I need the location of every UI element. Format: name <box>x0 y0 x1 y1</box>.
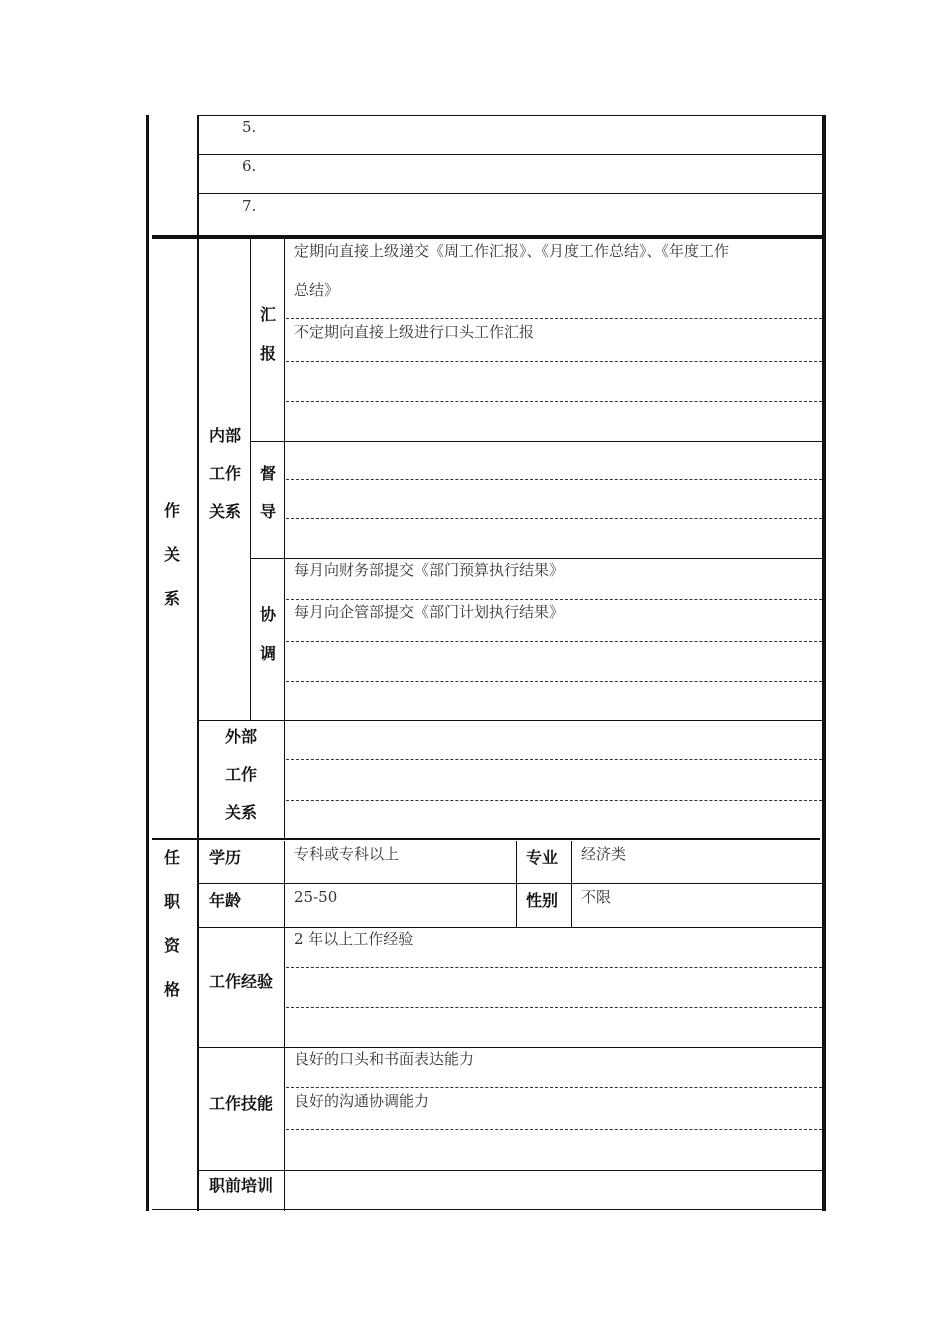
blank-line <box>286 1007 822 1008</box>
blank-line <box>286 681 822 682</box>
relations-section-label-1: 作 <box>164 501 181 520</box>
divider-age-experience <box>197 927 823 928</box>
training-label: 职前培训 <box>209 1176 274 1195</box>
skills-label: 工作技能 <box>209 1094 274 1113</box>
relations-section-label-3: 系 <box>164 589 181 608</box>
blank-line <box>286 479 822 480</box>
blank-line <box>286 759 822 760</box>
coordinate-line: 每月向企管部提交《部门计划执行结果》 <box>294 603 565 621</box>
left-border-thick <box>146 115 149 1211</box>
age-value: 25-50 <box>294 888 338 906</box>
qualification-section-label-2: 职 <box>164 892 181 911</box>
report-label-1: 汇 <box>260 305 277 324</box>
external-relations-label-3: 关系 <box>225 803 258 822</box>
report-line: 定期向直接上级递交《周工作汇报》、《月度工作总结》、《年度工作 <box>294 242 730 260</box>
major-value: 经济类 <box>581 845 627 863</box>
relations-section-label-2: 关 <box>164 545 181 564</box>
blank-line <box>286 1087 822 1088</box>
divider-edu-age <box>197 883 823 884</box>
column-divider-major-value <box>571 841 572 927</box>
skills-value: 良好的口头和书面表达能力 <box>294 1050 475 1068</box>
report-line: 总结》 <box>294 281 340 299</box>
major-label: 专业 <box>526 848 559 867</box>
column-divider-2-relations <box>284 239 285 839</box>
external-relations-label-1: 外部 <box>225 727 258 746</box>
divider-report-supervise <box>250 441 823 442</box>
column-divider-2-qualification <box>284 841 285 1211</box>
age-label: 年龄 <box>209 891 242 910</box>
qualification-section-label-4: 格 <box>164 980 181 999</box>
gender-label: 性别 <box>526 891 559 910</box>
experience-value: 2 年以上工作经验 <box>294 930 414 948</box>
report-label-2: 报 <box>260 344 277 363</box>
internal-relations-label-2: 工作 <box>209 464 242 483</box>
column-divider-sublabel <box>250 239 251 720</box>
skills-value: 良好的沟通协调能力 <box>294 1092 430 1110</box>
blank-line <box>286 318 822 319</box>
column-divider-major <box>516 841 517 927</box>
report-line: 不定期向直接上级进行口头工作汇报 <box>294 323 535 341</box>
education-label: 学历 <box>209 848 242 867</box>
divider-supervise-coord <box>250 558 823 559</box>
blank-line <box>286 401 822 402</box>
divider-skills-training <box>197 1170 823 1171</box>
education-value: 专科或专科以上 <box>294 845 400 863</box>
supervise-label-2: 导 <box>260 502 277 521</box>
qualification-section-label-3: 资 <box>164 936 181 955</box>
gender-value: 不限 <box>581 888 612 906</box>
bottom-border <box>152 1209 823 1210</box>
top-border <box>197 115 823 116</box>
blank-line <box>286 599 822 600</box>
section-divider-qualification <box>152 838 820 840</box>
list-item: 7. <box>242 197 257 215</box>
experience-label: 工作经验 <box>209 972 274 991</box>
divider-internal-external <box>197 720 823 721</box>
internal-relations-label-3: 关系 <box>209 502 242 521</box>
coordinate-label-2: 调 <box>260 644 277 663</box>
supervise-label-1: 督 <box>260 464 277 483</box>
divider-experience-skills <box>197 1047 823 1048</box>
coordinate-label-1: 协 <box>260 605 277 624</box>
blank-line <box>286 967 822 968</box>
qualification-section-label-1: 任 <box>164 848 181 867</box>
coordinate-line: 每月向财务部提交《部门预算执行结果》 <box>294 561 565 579</box>
row-divider-6 <box>197 193 823 194</box>
blank-line <box>286 1129 822 1130</box>
section-divider-relations <box>152 235 823 239</box>
internal-relations-label-1: 内部 <box>209 426 242 445</box>
blank-line <box>286 641 822 642</box>
list-item: 6. <box>242 157 257 175</box>
blank-line <box>286 518 822 519</box>
row-divider-5 <box>197 154 823 155</box>
blank-line <box>286 800 822 801</box>
blank-line <box>286 361 822 362</box>
external-relations-label-2: 工作 <box>225 765 258 784</box>
list-item: 5. <box>242 118 257 136</box>
